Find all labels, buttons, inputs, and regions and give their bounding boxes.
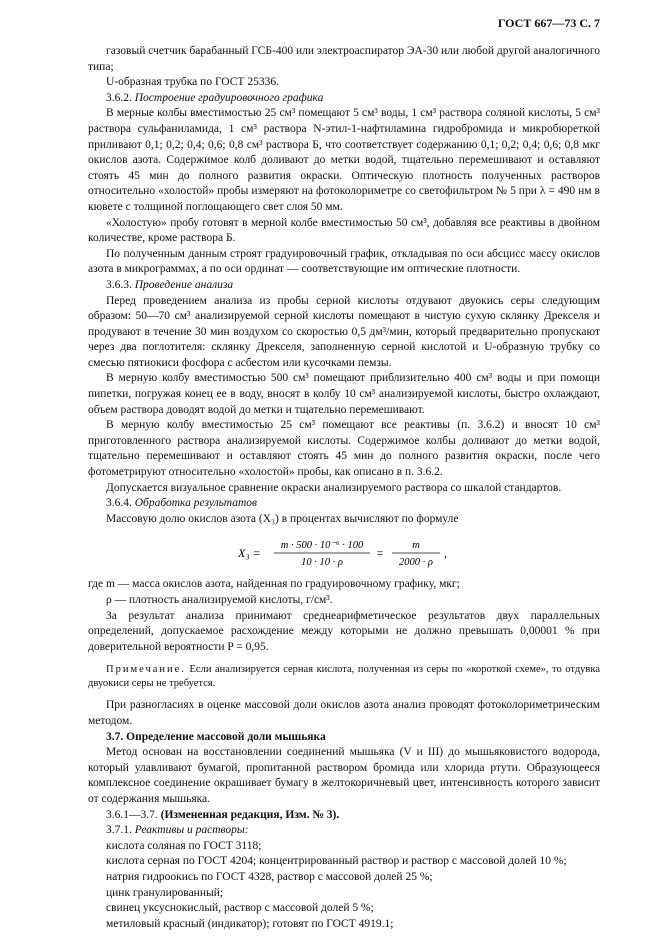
formula-numerator-2: m: [412, 540, 420, 552]
paragraph: В мерную колбу вместимостью 500 см³ помещают приблизительно 400 см³ воды и при помощи пипетки, погружая конец ее в воду, вносят в колбу 10 см³ анализируемой кислоты, быстро охлаждают, объем раствора доводят водой до метки и тщательно перемешивают.: [88, 372, 600, 416]
document-body: [88, 44, 600, 932]
paragraph: газовый счетчик барабанный ГСБ-400 или электроаспиратор ЭА-30 или любой другой аналогичного типа;: [88, 45, 600, 73]
formula-comma: ,: [444, 546, 447, 561]
paragraph: U-образная трубка по ГОСТ 25336.: [106, 76, 279, 89]
section-title: Реактивы и растворы:: [134, 824, 249, 837]
list-item: цинк гранулированный;: [106, 886, 224, 899]
paragraph: Допускается визуальное сравнение окраски анализируемого раствора со шкалой стандартов.: [106, 481, 562, 494]
section-title: 3.7. Определение массовой доли мышьяка: [106, 730, 326, 743]
paragraph: В мерную колбу вместимостью 25 см³ помещают все реактивы (п. 3.6.2) и вносят 10 см³ приготовленного раствора анализируемой кислоты. Содержимое колбы доливают до метки водой, тщательно перемешивают и оставляют стоять 45 мин до полного развития окраски, после чего фотометрируют относительно «холостой» пробы, как описано в п. 3.6.2.: [88, 419, 600, 479]
amendment-note: [88, 808, 600, 824]
formula-denominator-1: 10 · 10 · ρ: [301, 557, 343, 569]
subsection-heading-3-6-3: [88, 278, 600, 294]
paragraph: Метод основан на восстановлении соединений мышьяка (V и III) до мышьяковистого водорода, который улавливают бумагой, пропитанной раствором бромида или хлорида ртути. Образующееся комплексное соединение окрашивает бумагу в желтокоричневый цвет, интенсивность которого зависит от содержания мышьяка.: [88, 746, 600, 805]
subsection-heading-3-6-2: [88, 91, 600, 107]
formula-svg: [234, 537, 454, 569]
section-number: 3.6.2.: [106, 91, 132, 104]
paragraph: Массовую долю окислов азота (X₃) в процентах вычисляют по формуле: [106, 512, 459, 525]
section-number: 3.6.4.: [106, 497, 132, 510]
formula-denominator-2: 2000 · ρ: [399, 557, 433, 569]
formula-numerator-1: m · 500 · 10⁻⁶ · 100: [280, 540, 364, 552]
list-item: метиловый красный (индикатор); готовят по ГОСТ 4919.1;: [106, 917, 394, 930]
paragraph: «Холостую» пробу готовят в мерной колбе вместимостью 50 см³, добавляя все реактивы в двойном количестве, кроме раствора Б.: [88, 216, 600, 245]
section-title: Построение градуировочного графика: [134, 91, 324, 104]
amendment-range: 3.6.1—3.7.: [106, 808, 158, 821]
amendment-label: (Измененная редакция, Изм. № 3).: [160, 808, 340, 821]
subsection-heading-3-7-1: [88, 823, 600, 839]
paragraph: ρ — плотность анализируемой кислоты, г/см³.: [106, 594, 333, 606]
paragraph: В мерные колбы вместимостью 25 см³ помещают 5 см³ воды, 1 см³ раствора соляной кислоты, 5 см³ раствора сульфаниламида, 1 см³ раствора N-этил-1-нафтиламина гидробромида и микробюреткой приливают 0,1; 0,2; 0,4; 0,6; 0,8 см³ раствора Б, что соответствует содержанию 0,1; 0,2; 0,4; 0,6; 0,8 мкг окислов азота. Содержимое колб доливают до метки водой, тщательно перемешивают и оставляют стоять 45 мин до полного развития окраски. Оптическую плотность полученных растворов относительно «холостой» пробы измеряют на фотоколориметре со светофильтром № 5 при λ = 490 нм в кювете с толщиной поглощающего свет слоя 50 мм.: [88, 107, 600, 213]
reagent-list: [88, 839, 600, 933]
list-item: кислота серная по ГОСТ 4204; концентрированный раствор и раствор с массовой долей 10 %;: [106, 855, 567, 868]
subsection-heading-3-6-4: [88, 496, 600, 512]
paragraph: По полученным данным строят градуировочный график, откладывая по оси абсцисс массу окислов азота в микрограммах, а по оси ординат — соответствующие им оптические плотности.: [88, 247, 600, 276]
section-title: Проведение анализа: [134, 278, 234, 291]
page-header: ГОСТ 667—73 С. 7: [497, 16, 600, 30]
formula-x3: [88, 537, 600, 569]
note-label: Примечание.: [106, 664, 186, 676]
section-heading-3-7: [88, 730, 600, 746]
list-item: свинец уксуснокислый, раствор с массовой долей 5 %;: [106, 902, 374, 915]
note: [88, 663, 600, 691]
section-number: 3.6.3.: [106, 278, 132, 291]
note-text: Если анализируется серная кислота, полученная из серы по «короткой схеме», то отдувка двуокиси серы не требуется.: [88, 664, 600, 690]
paragraph: где m — масса окислов азота, найденная по градуировочному графику, мкг;: [88, 578, 460, 591]
section-title: Обработка результатов: [134, 497, 257, 510]
formula-lhs: X₃ =: [238, 546, 261, 561]
section-number: 3.7.1.: [106, 824, 132, 837]
paragraph: Перед проведением анализа из пробы серной кислоты отдувают двуокись серы следующим образом: 50—70 см³ анализируемой серной кислоты помещают в чистую сухую склянку Дрекселя и продувают в течение 30 мин воздухом со скоростью 0,5 дм³/мин, который предварительно пропускают через два поглотителя: склянку Дрекселя, заполненную серной кислотой и U-образную трубку со смесью пятиокиси фосфора с асбестом или кусочками пемзы.: [88, 294, 600, 369]
list-item: кислота соляная по ГОСТ 3118;: [106, 839, 262, 852]
paragraph: За результат анализа принимают среднеарифметическое результатов двух параллельных определений, допускаемое расхождение между которыми не должно превышать 0,00001 % при доверительной вероятности P = 0,95.: [88, 609, 600, 653]
list-item: натрия гидроокись по ГОСТ 4328, раствор с массовой долей 25 %;: [106, 870, 433, 883]
formula-equals: =: [376, 546, 384, 561]
paragraph: При разногласиях в оценке массовой доли окислов азота анализ проводят фотоколориметрическим методом.: [88, 699, 600, 727]
